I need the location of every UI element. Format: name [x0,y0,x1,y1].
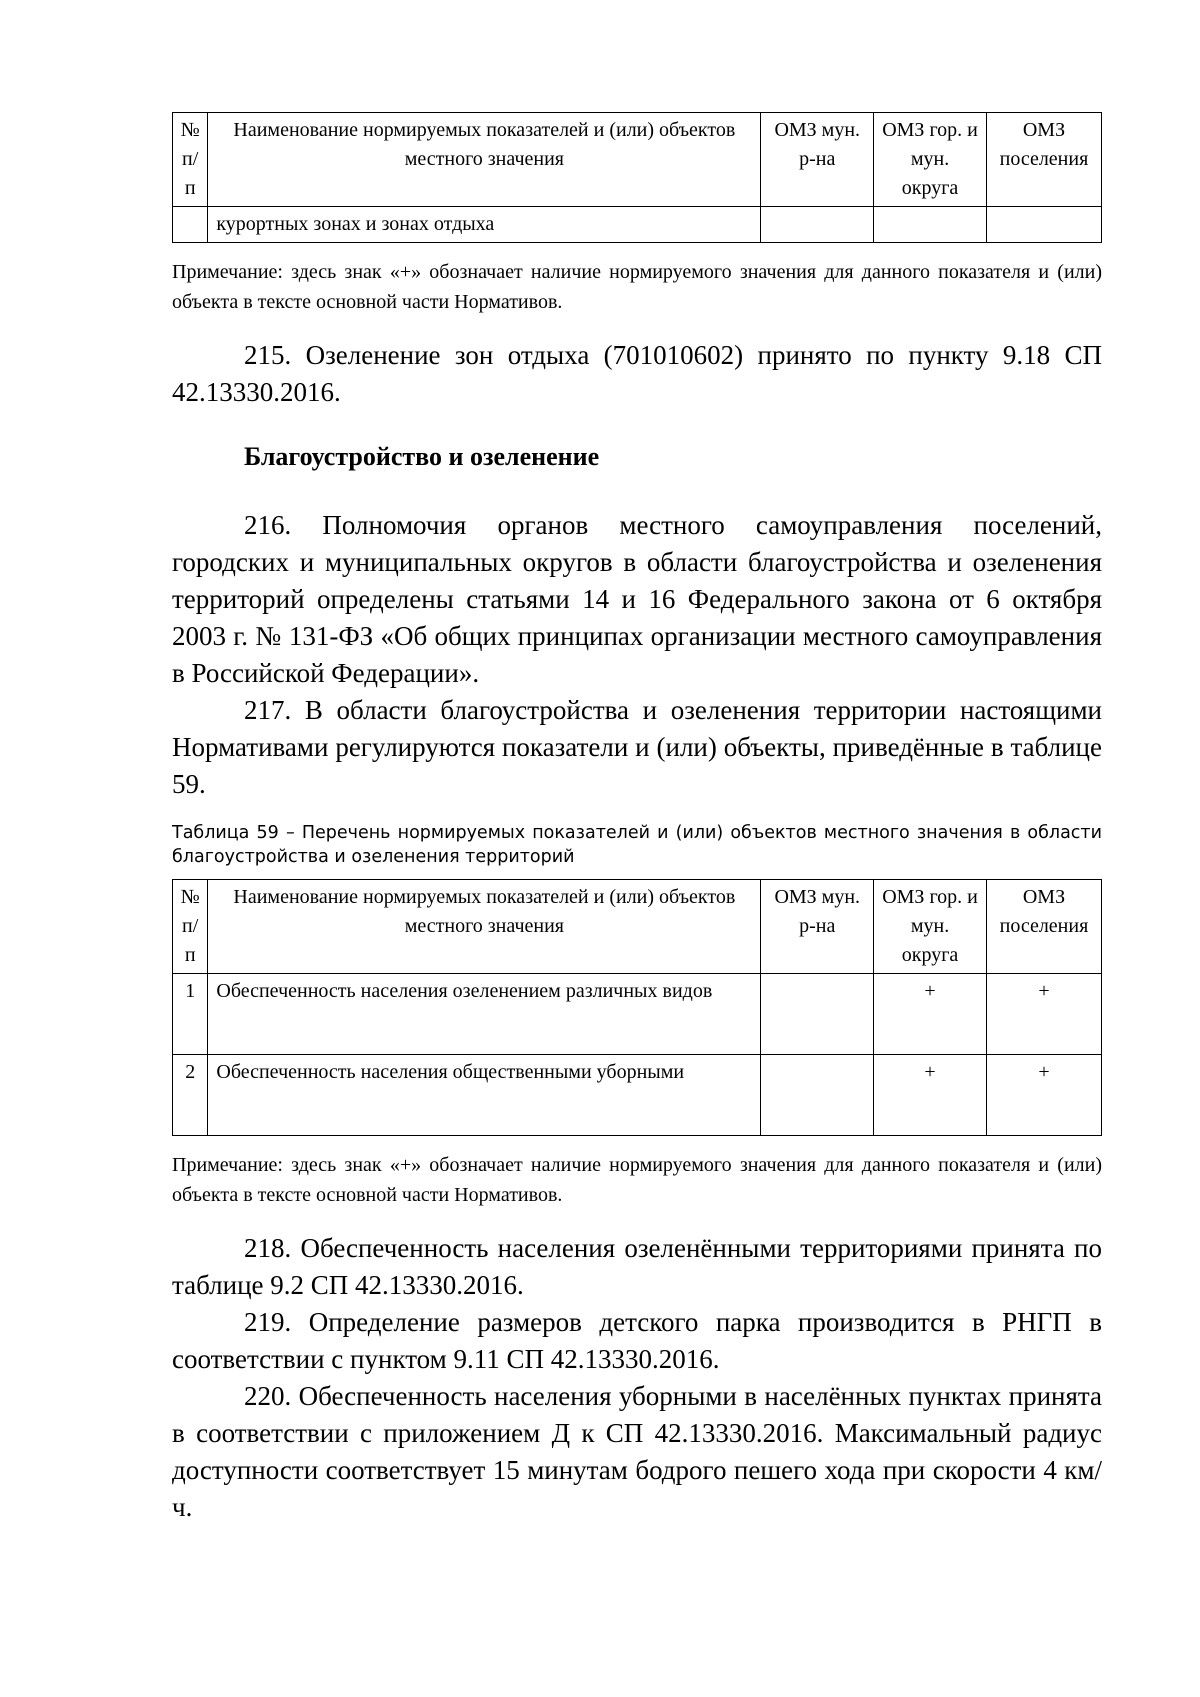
table-header-row [173,113,1102,207]
row-num: 1 [173,974,208,1055]
row-name: курортных зонах и зонах отдыха [208,207,761,243]
header-name: Наименование нормируемых показателей и (или) объектов местного значения [208,113,761,207]
document-page [172,112,1102,1526]
row-num: 2 [173,1055,208,1136]
table-note: Примечание: здесь знак «+» обозначает наличие нормируемого значения для данного показателя и (или) объекта в тексте основной части Нормативов. [172,261,1102,313]
paragraph-217: 217. В области благоустройства и озеленения территории настоящими Нормативами регулируются показатели и (или) объекты, приведённые в таблице 59. [172,695,1102,799]
row-col-b: + [874,1055,987,1136]
row-name: Обеспеченность населения озеленением различных видов [208,974,761,1055]
paragraph-218: 218. Обеспеченность населения озеленёнными территориями принята по таблице 9.2 СП 42.13330.2016. [172,1233,1102,1300]
header-num: № п/ п [173,880,208,974]
header-col-b: ОМЗ гор. и мун. округа [874,113,987,207]
row-col-a [761,974,874,1055]
table-header-row [173,880,1102,974]
header-col-c: ОМЗ поселения [986,113,1101,207]
row-col-c [986,207,1101,243]
row-num [173,207,208,243]
table-note: Примечание: здесь знак «+» обозначает наличие нормируемого значения для данного показателя и (или) объекта в тексте основной части Нормативов. [172,1154,1102,1206]
row-col-c: + [986,974,1101,1055]
table-row [173,1055,1102,1136]
paragraph-220: 220. Обеспеченность населения уборными в населённых пунктах принята в соответствии с приложением Д к СП 42.13330.2016. Максимальный радиус доступности соответствует 15 минутам бодрого пешего хода при скорости 4 км/ч. [172,1381,1102,1522]
row-name: Обеспеченность населения общественными уборными [208,1055,761,1136]
row-col-a [761,207,874,243]
table-row [173,207,1102,243]
header-num: № п/ п [173,113,208,207]
table-continued [172,112,1102,243]
header-col-a: ОМЗ мун. р-на [761,113,874,207]
paragraph-215: 215. Озеленение зон отдыха (701010602) принято по пункту 9.18 СП 42.13330.2016. [172,340,1102,407]
header-name: Наименование нормируемых показателей и (или) объектов местного значения [208,880,761,974]
paragraph-219: 219. Определение размеров детского парка производится в РНГП в соответствии с пунктом 9.11 СП 42.13330.2016. [172,1307,1102,1374]
paragraph-216: 216. Полномочия органов местного самоуправления поселений, городских и муниципальных округов в области благоустройства и озеленения территорий определены статьями 14 и 16 Федерального закона от 6 октября 2003 г. № 131-ФЗ «Об общих принципах организации местного самоуправления в Российской Федерации». [172,510,1102,688]
row-col-c: + [986,1055,1101,1136]
table-caption: Таблица 59 – Перечень нормируемых показателей и (или) объектов местного значения в области благоустройства и озеленения территорий [172,823,1102,867]
header-col-b: ОМЗ гор. и мун. округа [874,880,987,974]
header-col-c: ОМЗ поселения [986,880,1101,974]
row-col-b [874,207,987,243]
table-row [173,974,1102,1055]
header-col-a: ОМЗ мун. р-на [761,880,874,974]
table-59 [172,879,1102,1136]
row-col-a [761,1055,874,1136]
row-col-b: + [874,974,987,1055]
section-heading: Благоустройство и озеленение [244,442,600,471]
